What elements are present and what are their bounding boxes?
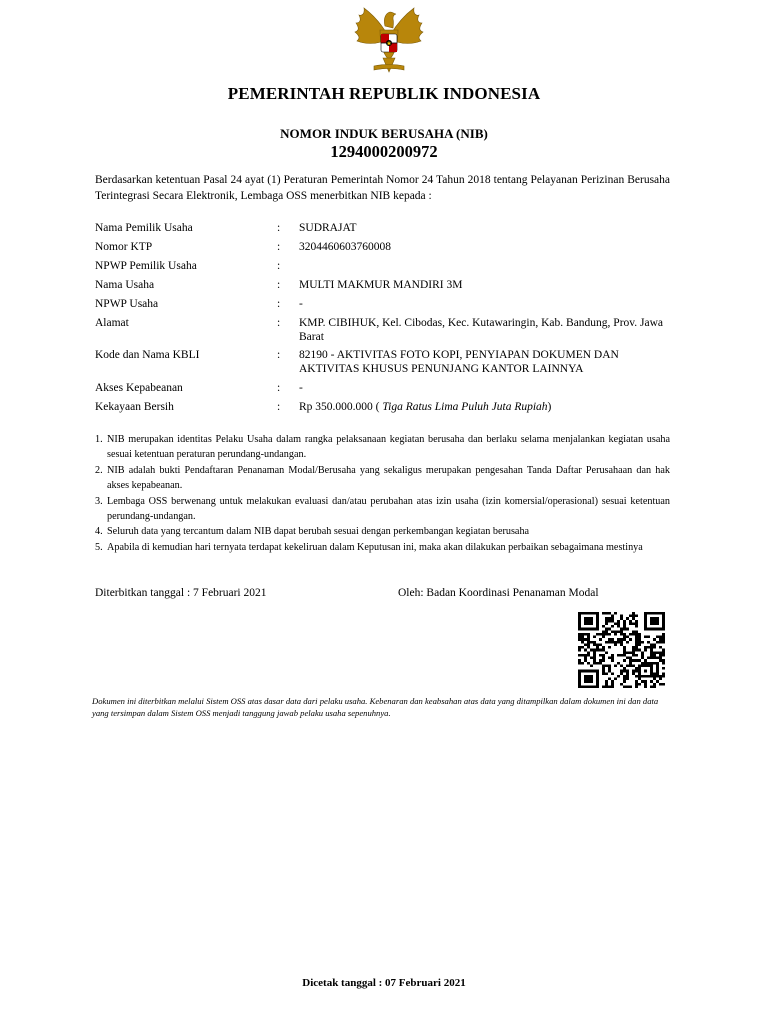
note-item-4	[95, 524, 670, 539]
amount-text: Rp 350.000.000 (	[299, 401, 380, 413]
field-value: SUDRAJAT	[299, 222, 357, 234]
nib-number: 1294000200972	[330, 142, 438, 161]
notes-list	[95, 432, 670, 555]
field-value: 82190 - AKTIVITAS FOTO KOPI, PENYIAPAN DOKUMEN DAN AKTIVITAS KHUSUS PENUNJANG KANTOR LAINNYA	[299, 349, 619, 375]
field-colon: :	[277, 401, 281, 413]
note-text: NIB adalah bukti Pendaftaran Penanaman Modal/Berusaha yang sekaligus merupakan pengesahan Tanda Daftar Perusahaan dan hak akses kepabeanan.	[107, 464, 670, 492]
field-label: Nama Pemilik Usaha	[95, 222, 193, 234]
note-number: 3.	[95, 495, 103, 507]
field-colon: :	[277, 260, 281, 272]
field-value: 3204460603760008	[299, 241, 391, 253]
field-colon: :	[277, 298, 281, 310]
intro-paragraph: Berdasarkan ketentuan Pasal 24 ayat (1) Peraturan Pemerintah Nomor 24 Tahun 2018 tentang Pelayanan Perizinan Berusaha Terintegrasi Secara Elektronik, Lembaga OSS menerbitkan NIB kepada :	[95, 174, 670, 202]
note-item-5	[95, 540, 670, 555]
note-text: Apabila di kemudian hari ternyata terdapat kekeliruan dalam Keputusan ini, maka akan dilakukan perbaikan sebagaimana mestinya	[107, 541, 643, 553]
note-text: Seluruh data yang tercantum dalam NIB dapat berubah sesuai dengan perkembangan kegiatan berusaha	[107, 526, 530, 538]
field-colon: :	[277, 317, 281, 329]
issuer-agency: Oleh: Badan Koordinasi Penanaman Modal	[398, 587, 599, 599]
field-colon: :	[277, 279, 281, 291]
issued-date: Diterbitkan tanggal : 7 Februari 2021	[95, 587, 267, 599]
note-number: 2.	[95, 464, 103, 476]
note-text: NIB merupakan identitas Pelaku Usaha dalam rangka pelaksanaan kegiatan berusaha dan berlaku selama menjalankan kegiatan usaha sesuai ketentuan peraturan perundang-undangan.	[107, 434, 670, 461]
note-number: 4.	[95, 526, 103, 538]
field-value	[299, 400, 664, 414]
disclaimer-text: Dokumen ini diterbitkan melalui Sistem OSS atas dasar data dari pelaku usaha. Kebenaran dan keabsahan atas data yang ditampilkan dalam dokumen ini dan data yang tersimpan dalam Sistem OSS menjadi tanggung jawab pelaku usaha sepenuhnya.	[92, 696, 659, 718]
field-colon: :	[277, 382, 281, 394]
field-label: Kekayaan Bersih	[95, 401, 174, 413]
printed-date: Dicetak tanggal : 07 Februari 2021	[302, 977, 466, 989]
nib-label: NOMOR INDUK BERUSAHA (NIB)	[280, 126, 488, 141]
field-label: Nomor KTP	[95, 241, 153, 253]
note-number: 1.	[95, 434, 103, 445]
document-title: PEMERINTAH REPUBLIK INDONESIA	[227, 84, 541, 103]
field-label: NPWP Usaha	[95, 298, 159, 310]
amount-close: )	[547, 401, 552, 413]
field-value: MULTI MAKMUR MANDIRI 3M	[299, 279, 463, 291]
field-label: Alamat	[95, 317, 129, 329]
note-item-3	[95, 494, 670, 525]
field-colon: :	[277, 241, 281, 253]
field-value: KMP. CIBIHUK, Kel. Cibodas, Kec. Kutawaringin, Kab. Bandung, Prov. Jawa Barat	[299, 317, 664, 343]
note-item-2	[95, 463, 670, 494]
field-colon: :	[277, 222, 281, 234]
field-label: Akses Kepabeanan	[95, 382, 183, 394]
qr-code-icon	[578, 612, 665, 688]
note-text: Lembaga OSS berwenang untuk melakukan evaluasi dan/atau perubahan atas izin usaha (izin komersial/operasional) sesuai ketentuan perundang-undangan.	[107, 495, 670, 523]
field-label: Kode dan Nama KBLI	[95, 349, 200, 361]
note-item-1	[95, 432, 670, 463]
field-value: -	[299, 382, 303, 394]
field-colon: :	[277, 349, 281, 361]
note-number: 5.	[95, 541, 103, 553]
amount-in-words: Tiga Ratus Lima Puluh Juta Rupiah	[382, 401, 548, 413]
field-label: NPWP Pemilik Usaha	[95, 260, 197, 272]
field-value: -	[299, 298, 303, 310]
field-label: Nama Usaha	[95, 279, 155, 291]
garuda-emblem-icon	[350, 4, 428, 76]
